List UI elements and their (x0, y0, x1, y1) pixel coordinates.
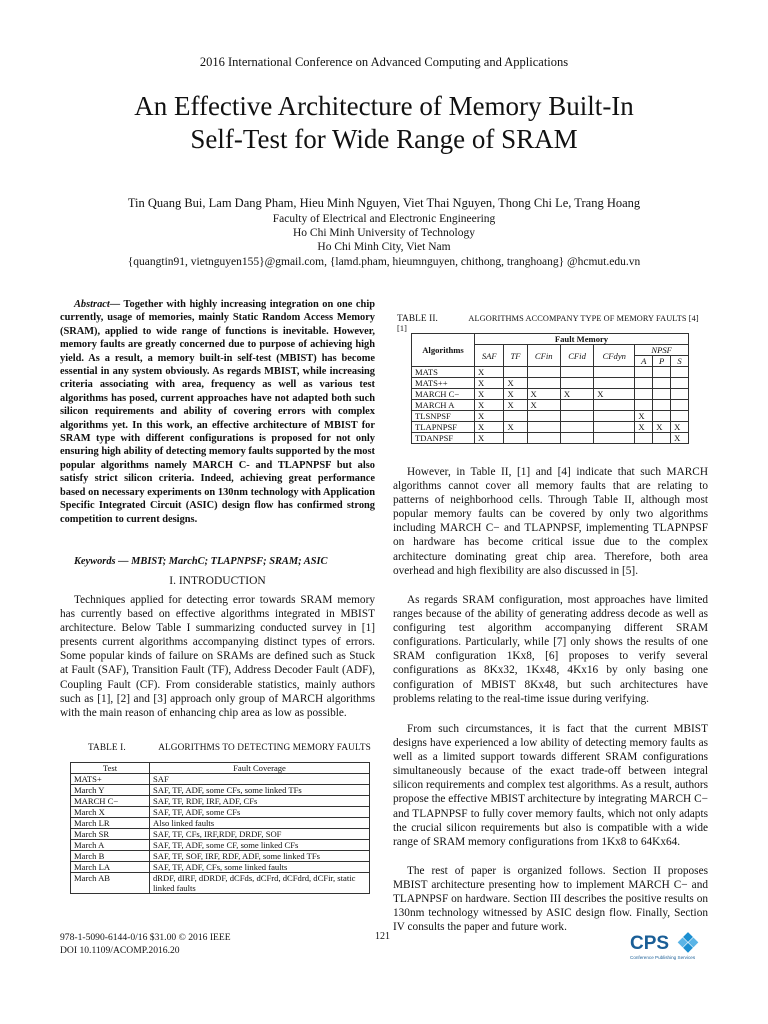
footer-info (60, 932, 231, 957)
cps-logo-icon (628, 925, 708, 965)
table-row (71, 818, 370, 829)
table-cell: SAF, TF, ADF, some CFs, some linked TFs (150, 785, 370, 796)
table-cell: TLAPNPSF (412, 422, 475, 433)
table-cell: X (504, 400, 527, 411)
cps-logo (628, 925, 708, 965)
table-cell (527, 367, 560, 378)
table-cell (671, 378, 689, 389)
table-2 (411, 333, 689, 444)
table-header-cell: Algorithms (412, 334, 475, 367)
table-cell: MATS (412, 367, 475, 378)
table-row (71, 774, 370, 785)
table-header-cell: Fault Memory (475, 334, 689, 345)
author-list: Tin Quang Bui, Lam Dang Pham, Hieu Minh Nguyen, Viet Thai Nguyen, Thong Chi Le, Trang Hoang (127, 196, 641, 210)
abstract (60, 298, 375, 526)
table-cell (653, 378, 671, 389)
table-cell (504, 411, 527, 422)
table-header-cell: NPSF (635, 345, 689, 356)
table-row (71, 851, 370, 862)
table-cell: X (653, 422, 671, 433)
footer-isbn: 978-1-5090-6144-0/16 $31.00 © 2016 IEEE (60, 932, 231, 943)
table-cell: X (671, 422, 689, 433)
table-cell: SAF, TF, ADF, CFs, some linked faults (150, 862, 370, 873)
conference-name: 2016 International Conference on Advanced Computing and Applications (199, 55, 569, 69)
table-cell: X (475, 422, 504, 433)
table-header-cell: CFid (560, 345, 593, 367)
table-cell (635, 378, 653, 389)
table-cell (560, 433, 593, 444)
table-cell: TDANPSF (412, 433, 475, 444)
table-cell (560, 422, 593, 433)
right-paragraph-1 (393, 465, 708, 578)
table-row (71, 829, 370, 840)
table-row (71, 796, 370, 807)
table-row (71, 807, 370, 818)
table-cell: TLSNPSF (412, 411, 475, 422)
table-header-cell: P (653, 356, 671, 367)
section-title-introduction: I. INTRODUCTION (169, 575, 266, 587)
table-cell (560, 367, 593, 378)
table-header-cell: Fault Coverage (150, 763, 370, 774)
table-cell: SAF, TF, ADF, some CFs (150, 807, 370, 818)
table-cell: X (475, 433, 504, 444)
table-cell: MARCH C− (412, 389, 475, 400)
table-header-cell: CFdyn (594, 345, 635, 367)
keywords-text: Keywords — MBIST; MarchC; TLAPNPSF; SRAM; ASIC (74, 556, 328, 567)
paragraph-text: However, in Table II, [1] and [4] indicate that such MARCH algorithms cannot cover all memory faults that are relating to patterns of neighborhood cells. Through Table II, although most popular memory faults can be covered by only two algorithms including MARCH C− and TLAPNPSF, implementing TLAPNPSF on hardware has become critical issue due to the complex architecture dominating great chip area. Therefore, both area overhead and high flexibility are also discussed in [5]. (393, 466, 708, 577)
table-row (412, 422, 689, 433)
table-row (71, 862, 370, 873)
table-cell: March SR (71, 829, 150, 840)
table-cell (560, 400, 593, 411)
table-cell: X (635, 411, 653, 422)
table-cell (560, 411, 593, 422)
table-header-row (71, 763, 370, 774)
table-row (412, 400, 689, 411)
table-header-cell: S (671, 356, 689, 367)
table-cell (653, 367, 671, 378)
table-cell: MARCH C− (71, 796, 150, 807)
table-header-cell: A (635, 356, 653, 367)
table-cell: X (475, 400, 504, 411)
table2-caption-num: TABLE II. (397, 314, 438, 324)
table-row (412, 411, 689, 422)
table-cell (653, 411, 671, 422)
table-cell: X (671, 433, 689, 444)
table-cell (527, 422, 560, 433)
table-cell (527, 433, 560, 444)
table-cell: March B (71, 851, 150, 862)
intro-paragraph-1: Techniques applied for detecting error towards SRAM memory has currently based on effective algorithms integrated in MBIST architecture. Below Table I summarizing conducted survey in [1] presents current algorithms accompanying distinct types of errors. Some popular kinds of failure on SRAMs are defined such as Stuck at Fault (SAF), Transition Fault (TF), Address Decoder Fault (ADF), Coupling Fault (CF). From considerable statistics, mainly authors such as [1], [2] and [3] approach only group of MARCH algorithms with the main reason of enhancing chip area as low as possible. (60, 594, 375, 719)
table-cell (527, 378, 560, 389)
title-line-1: An Effective Architecture of Memory Built-In (134, 91, 634, 121)
table-cell: X (475, 411, 504, 422)
table-cell: X (527, 400, 560, 411)
table-cell: March LR (71, 818, 150, 829)
table-header-cell: TF (504, 345, 527, 367)
page-number: 121 (375, 931, 390, 942)
table-cell: dRDF, dIRF, dDRDF, dCFds, dCFrd, dCFdrd, dCFir, static linked faults (150, 873, 370, 894)
affiliation-emails: {quangtin91, vietnguyen155}@gmail.com, {lamd.pham, hieumnguyen, chithong, tranghoang} @hcmut.edu.vn (127, 255, 641, 268)
keywords (60, 555, 375, 569)
paper-title (60, 90, 708, 156)
table-cell: X (504, 389, 527, 400)
table-header-cell: CFin (527, 345, 560, 367)
table-row (71, 873, 370, 894)
table-cell: X (504, 378, 527, 389)
table-cell: X (475, 367, 504, 378)
table-cell (594, 378, 635, 389)
table-row (71, 785, 370, 796)
affiliation-city: Ho Chi Minh City, Viet Nam (317, 241, 451, 254)
table-cell (671, 411, 689, 422)
table-cell: MARCH A (412, 400, 475, 411)
intro-section (60, 593, 375, 720)
table-cell (635, 433, 653, 444)
table-cell (671, 367, 689, 378)
table-cell: X (594, 389, 635, 400)
table-cell (635, 367, 653, 378)
table-cell: X (560, 389, 593, 400)
affiliation (40, 212, 728, 269)
table-1 (70, 762, 370, 894)
table-cell (635, 389, 653, 400)
table-cell: SAF, TF, CFs, IRF,RDF, DRDF, SOF (150, 829, 370, 840)
footer-doi: DOI 10.1109/ACOMP.2016.20 (60, 944, 180, 956)
table1-caption-num: TABLE I. (88, 743, 126, 753)
table-cell (594, 400, 635, 411)
table-cell: March Y (71, 785, 150, 796)
table-cell: X (527, 389, 560, 400)
paragraph-text: From such circumstances, it is fact that the current MBIST designs have experienced a low ability of detecting memory faults as well as a limited support towards different SRAM configurations simultaneously because of the exact trade-off between integral silicon requirements and complex test algorithms. As a result, authors propose the effective MBIST architecture by integrating MARCH C− and TLAPNPSF to fully cover memory faults, which not only adapts the crucial silicon requirements but also is compatible with a wide range of SRAM memory configurations from 1Kx8 to 64Kx64. (393, 723, 708, 848)
table-cell: X (504, 422, 527, 433)
table-cell (560, 378, 593, 389)
table-header-cell: Test (71, 763, 150, 774)
table-row (412, 433, 689, 444)
title-line-2: Self-Test for Wide Range of SRAM (190, 124, 578, 154)
table-cell: SAF (150, 774, 370, 785)
table-row (412, 378, 689, 389)
table-header-cell: SAF (475, 345, 504, 367)
logo-text: CPS (630, 933, 670, 954)
table-cell (527, 411, 560, 422)
table-row (412, 389, 689, 400)
table-cell (594, 433, 635, 444)
paragraph-text: As regards SRAM configuration, most approaches have limited ranges because of the ability of generating address decode as well as configuring test algorithm accompanying different SRAM configurations. Particularly, while [7] only shows the results of one SRAM configuration 1Kx8, [6] proposes to verify several configurations as 8Kx32, 1Kx48, 4Kx16 by only basing one configuration of MBIST 8Kx48, but such architectures have problems relating to the real-time issue during verifying. (393, 594, 708, 705)
table-cell: SAF, TF, SOF, IRF, RDF, ADF, some linked TFs (150, 851, 370, 862)
table-cell (653, 400, 671, 411)
right-paragraph-4 (393, 864, 708, 934)
table-cell (635, 400, 653, 411)
table-cell: March X (71, 807, 150, 818)
table-cell (653, 433, 671, 444)
abstract-text: Together with highly increasing integration on one chip currently, usage of memories, mainly Static Random Access Memory (SRAM), applied to wide range of functions is inevitable. However, memory faults are greatly concerned due to purpose of achieving high yield. As a result, a memory built-in self-test (MBIST) has become essential in any system obviously. As regards MBIST, while increasing criteria associating with area, frequency as well as various test algorithms has posed, current approaches have not adapted both such silicon requirements and ability of covering errors with complex algorithms yet. In this work, an effective architecture of MBIST for SRAM type with different configurations is proposed for not only ensuring high ability of detecting memory faults supported by the most popular algorithms namely MARCH C- and TLAPNPSF but also satisfy strict silicon criteria. Indeed, achieving great performance based on necessary experiments on 130nm technology with Application Specific Integrated Circuit (ASIC) design flow has confirmed strong competition to current designs. (60, 299, 375, 525)
table-cell (671, 400, 689, 411)
table1-caption (60, 743, 375, 753)
table-cell: Also linked faults (150, 818, 370, 829)
table-header-row (412, 334, 689, 345)
table-cell (594, 411, 635, 422)
paragraph-text: The rest of paper is organized follows. Section II proposes MBIST architecture presenting how to implement MARCH C− and TLAPNPSF on hardware. Section III describes the positive results on 130nm technology witnessed by ASIC design flow. Finally, Section IV consults the paper and future work. (393, 865, 708, 934)
table-cell (504, 367, 527, 378)
table-row (412, 367, 689, 378)
table-cell: SAF, TF, RDF, IRF, ADF, CFs (150, 796, 370, 807)
table-cell (594, 422, 635, 433)
right-paragraph-2 (393, 593, 708, 706)
table-cell: X (475, 378, 504, 389)
table-cell: March AB (71, 873, 150, 894)
table-row (71, 840, 370, 851)
table2-caption (397, 314, 708, 334)
table-cell (653, 389, 671, 400)
abstract-label: Abstract— (74, 299, 121, 310)
right-paragraph-3 (393, 722, 708, 849)
table-cell: MATS+ (71, 774, 150, 785)
table-cell: SAF, TF, ADF, some CF, some linked CFs (150, 840, 370, 851)
affiliation-faculty: Faculty of Electrical and Electronic Engineering (272, 213, 496, 225)
table1-caption-text: ALGORITHMS TO DETECTING MEMORY FAULTS (158, 743, 371, 753)
table-cell (594, 367, 635, 378)
logo-subtext: Conference Publishing Services (630, 955, 696, 960)
table-cell: MATS++ (412, 378, 475, 389)
table-cell: March LA (71, 862, 150, 873)
table-cell: March A (71, 840, 150, 851)
table2-caption-text: ALGORITHMS ACCOMPANY TYPE OF MEMORY FAULTS [4][1] (397, 314, 699, 333)
table-cell (671, 389, 689, 400)
table-cell: X (475, 389, 504, 400)
table-cell (504, 433, 527, 444)
affiliation-university: Ho Chi Minh University of Technology (292, 227, 475, 240)
table-cell: X (635, 422, 653, 433)
